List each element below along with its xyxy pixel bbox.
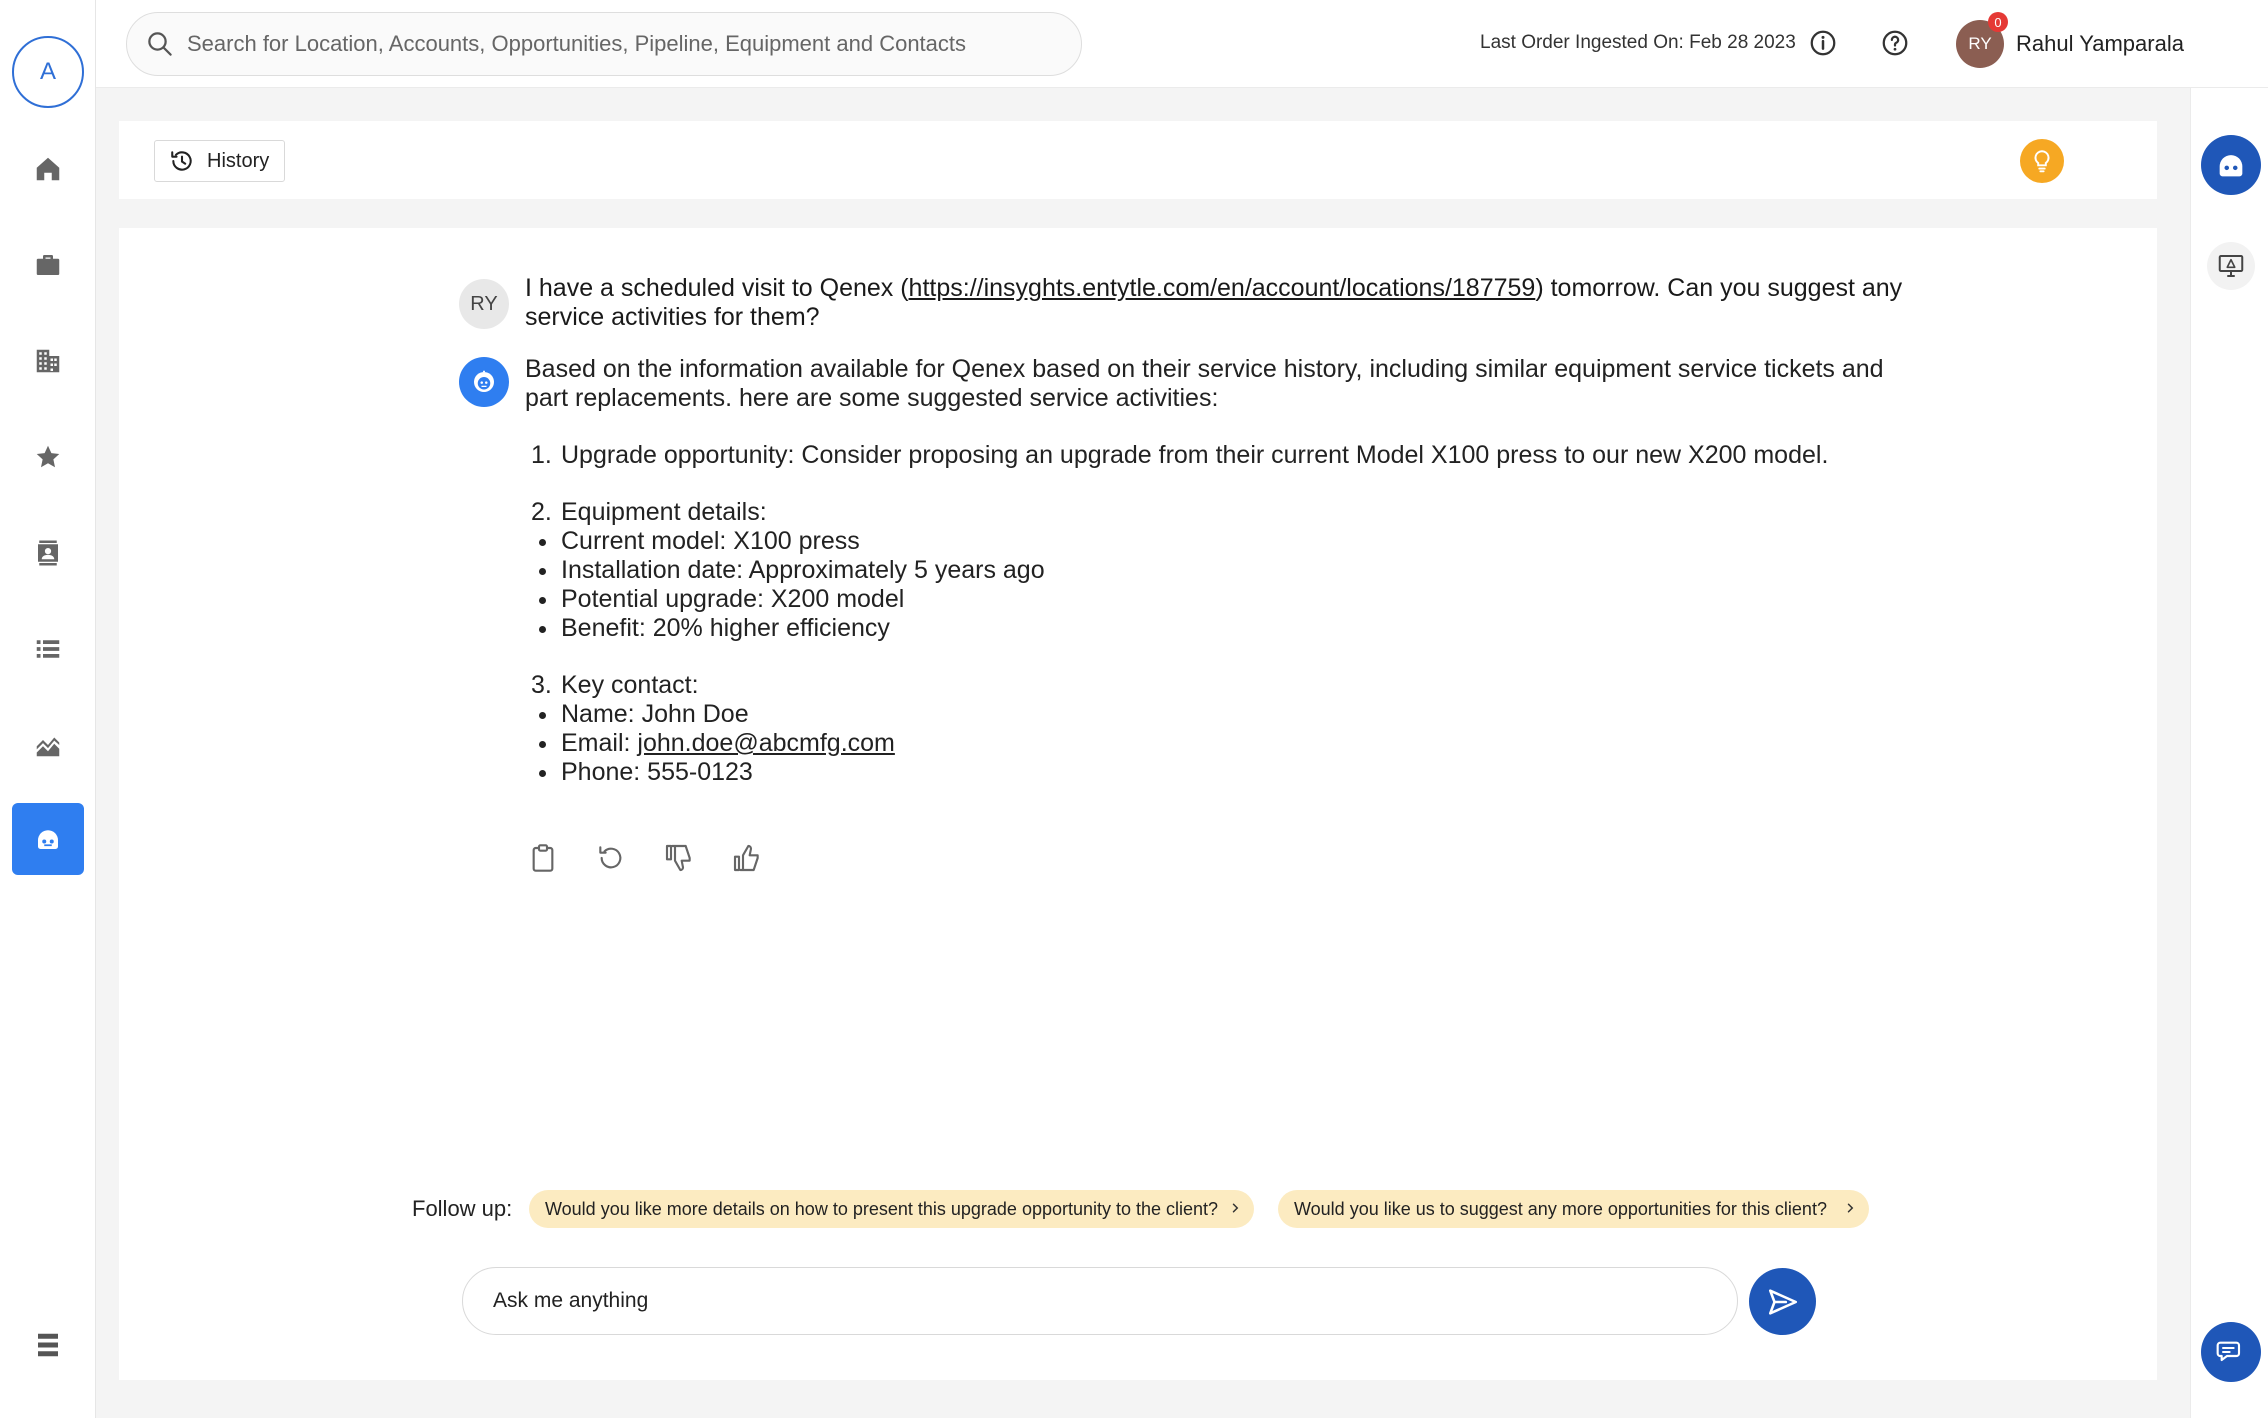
list-item: Current model: X100 press xyxy=(525,527,1925,556)
followup-chip[interactable] xyxy=(529,1190,1254,1228)
sidebar-item-menu[interactable] xyxy=(12,1309,84,1381)
screen-alert-button[interactable] xyxy=(2207,242,2255,290)
lightbulb-icon xyxy=(2029,148,2055,174)
sidebar-item-building[interactable] xyxy=(12,325,84,397)
sidebar-item-assistant[interactable] xyxy=(12,803,84,875)
question-text-end: ) tomorrow. Can you suggest any service activities for them? xyxy=(525,274,1903,331)
user-message xyxy=(525,274,1925,332)
app-logo[interactable]: A xyxy=(12,36,84,108)
search-input[interactable] xyxy=(187,31,1067,57)
send-icon xyxy=(1766,1285,1800,1319)
followup-label: Follow up: xyxy=(412,1196,513,1221)
message-actions xyxy=(527,842,763,874)
user-avatar[interactable]: RY xyxy=(1956,20,2004,68)
assistant-message-avatar xyxy=(459,357,509,407)
item-title: Equipment details: xyxy=(561,498,767,526)
followup-chip-text: Would you like us to suggest any more opportunities for this client? xyxy=(1294,1198,1827,1219)
chat-header xyxy=(119,121,2157,199)
history-button[interactable] xyxy=(154,140,285,182)
support-chat-button[interactable] xyxy=(2201,1322,2261,1382)
contacts-icon xyxy=(33,538,63,568)
chevron-right-icon xyxy=(1226,1199,1244,1217)
help-icon[interactable] xyxy=(1880,28,1910,58)
thumbs-up-button[interactable] xyxy=(731,842,763,874)
regenerate-button[interactable] xyxy=(595,842,627,874)
chat-input[interactable] xyxy=(462,1267,1738,1335)
list-icon xyxy=(33,634,63,664)
item-number: 1. xyxy=(531,441,552,469)
contact-email xyxy=(525,729,1925,758)
history-label: History xyxy=(207,149,270,172)
right-rail xyxy=(2190,88,2268,1418)
list-item: Potential upgrade: X200 model xyxy=(525,585,1925,614)
briefcase-icon xyxy=(33,250,63,280)
sidebar-item-home[interactable] xyxy=(12,133,84,205)
conversation-panel xyxy=(119,228,2157,1380)
item-number: 2. xyxy=(531,498,552,526)
account-link[interactable]: https://insyghts.entytle.com/en/account/locations/187759 xyxy=(908,274,1536,302)
item-text: Upgrade opportunity: Consider proposing an upgrade from their current Model X100 press to our new X200 model. xyxy=(561,441,1829,469)
bot-icon xyxy=(469,367,499,397)
contact-name: Name: John Doe xyxy=(525,700,1925,729)
search-icon xyxy=(145,29,175,59)
info-icon[interactable] xyxy=(1808,28,1838,58)
assistant-message xyxy=(525,355,1925,787)
answer-item-equipment xyxy=(525,498,1925,527)
list-item: Benefit: 20% higher efficiency xyxy=(525,614,1925,643)
global-search[interactable] xyxy=(126,12,1082,76)
email-label: Email: xyxy=(561,729,638,757)
answer-item-contact xyxy=(525,671,1925,700)
home-icon xyxy=(33,154,63,184)
refresh-icon xyxy=(595,842,627,874)
chevron-right-icon xyxy=(1841,1199,1859,1217)
chart-icon xyxy=(33,730,63,760)
item-title: Key contact: xyxy=(561,671,699,699)
menu-icon xyxy=(33,1330,63,1360)
sidebar-item-list[interactable] xyxy=(12,613,84,685)
send-button[interactable] xyxy=(1749,1268,1816,1335)
email-link[interactable]: john.doe@abcmfg.com xyxy=(637,729,895,757)
star-icon xyxy=(33,442,63,472)
answer-intro: Based on the information available for Qenex based on their service history, including similar equipment service tickets and part replacements. here are some suggested service activities: xyxy=(525,355,1884,412)
history-icon xyxy=(169,148,195,174)
answer-item-upgrade xyxy=(525,441,1925,470)
clipboard-icon xyxy=(527,842,559,874)
last-order-text: Last Order Ingested On: Feb 28 2023 xyxy=(1480,32,1796,53)
top-bar xyxy=(96,0,2268,88)
contact-phone: Phone: 555-0123 xyxy=(525,758,1925,787)
bot-icon xyxy=(33,824,63,854)
thumbs-up-icon xyxy=(731,842,763,874)
left-sidebar xyxy=(0,0,96,1418)
item-number: 3. xyxy=(531,671,552,699)
followup-chip-text: Would you like more details on how to present this upgrade opportunity to the client? xyxy=(545,1198,1219,1219)
chat-icon xyxy=(2215,1336,2247,1368)
monitor-alert-icon xyxy=(2216,251,2246,281)
notification-badge: 0 xyxy=(1988,12,2008,32)
thumbs-down-button[interactable] xyxy=(663,842,695,874)
sidebar-item-contacts[interactable] xyxy=(12,517,84,589)
sidebar-item-briefcase[interactable] xyxy=(12,229,84,301)
copy-button[interactable] xyxy=(527,842,559,874)
tips-button[interactable] xyxy=(2020,139,2064,183)
sidebar-item-chart[interactable] xyxy=(12,709,84,781)
user-name[interactable]: Rahul Yamparala xyxy=(2016,31,2184,56)
user-message-avatar: RY xyxy=(459,279,509,329)
assistant-launcher[interactable] xyxy=(2201,135,2261,195)
list-item: Installation date: Approximately 5 years ago xyxy=(525,556,1925,585)
bot-icon xyxy=(2214,148,2248,182)
followup-chip[interactable] xyxy=(1278,1190,1869,1228)
sidebar-item-star[interactable] xyxy=(12,421,84,493)
thumbs-down-icon xyxy=(663,842,695,874)
building-icon xyxy=(33,346,63,376)
question-text-start: I have a scheduled visit to Qenex ( xyxy=(525,274,909,302)
